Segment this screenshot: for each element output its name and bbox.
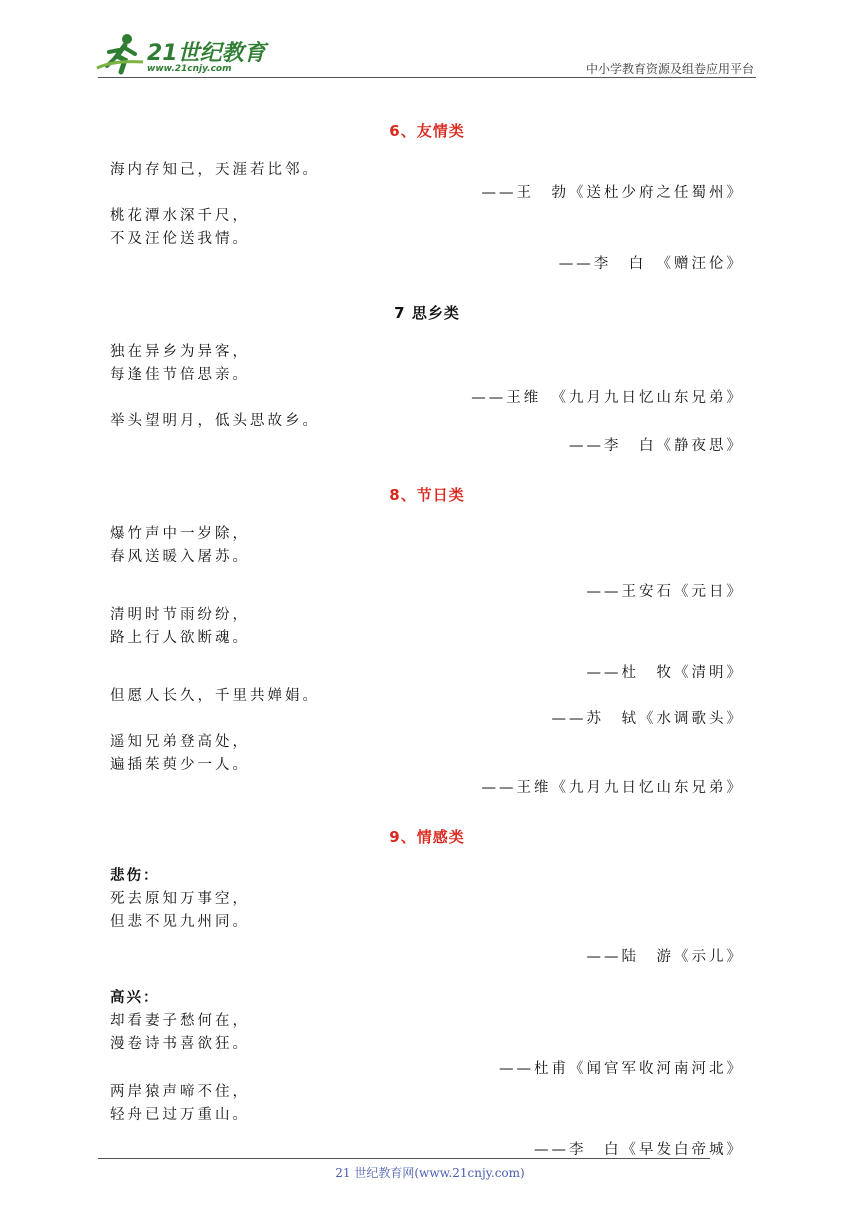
poem-line: 不及汪伦送我情。: [110, 231, 250, 247]
emotion-subsection-sad: [110, 865, 744, 969]
poem-line: 海内存知己，天涯若比邻。: [110, 162, 320, 178]
subsection-label: 高兴：: [110, 990, 160, 1006]
header-divider: [98, 77, 756, 78]
page-header: [0, 0, 860, 80]
footer-divider: [98, 1158, 710, 1159]
poem-line: 独在异乡为异客，: [110, 344, 250, 360]
poem-line: 遥知兄弟登高处，: [110, 734, 250, 750]
footer-site-link[interactable]: 21 世纪教育网(www.21cnjy.com): [335, 1166, 525, 1180]
poem-line: 路上行人欲断魂。: [110, 630, 250, 646]
poem-attribution: ——王维 《九月九日忆山东兄弟》: [471, 390, 744, 406]
poem-line: 两岸猿声啼不住，: [110, 1084, 250, 1100]
poem-line: 春风送暖入屠苏。: [110, 549, 250, 565]
poem-attribution: ——苏 轼《水调歌头》: [551, 711, 744, 727]
poem-block: [110, 731, 744, 800]
poem-attribution: ——陆 游《示儿》: [586, 949, 744, 965]
poem-attribution: ——王 勃《送杜少府之任蜀州》: [481, 185, 744, 201]
runner-icon: [95, 32, 147, 76]
poem-line: 清明时节雨纷纷，: [110, 607, 250, 623]
poem-block: [110, 685, 744, 731]
poem-block: [110, 159, 744, 205]
poem-line: 爆竹声中一岁除，: [110, 526, 250, 542]
poem-line: 举头望明月，低头思故乡。: [110, 413, 320, 429]
poem-line: 死去原知万事空，: [110, 891, 250, 907]
section-title-festival: 8、节日类: [389, 486, 465, 504]
logo-text: 21世纪教育: [147, 41, 266, 66]
poem-attribution: ——王维《九月九日忆山东兄弟》: [481, 780, 744, 796]
emotion-subsection-happy: [110, 987, 744, 1162]
poem-line: 遍插茱萸少一人。: [110, 757, 250, 773]
poem-block: [110, 523, 744, 604]
poem-attribution: ——王安石《元日》: [586, 584, 744, 600]
logo-url: www.21cnjy.com: [147, 64, 232, 74]
poem-attribution: ——杜甫《闻官军收河南河北》: [499, 1061, 744, 1077]
poem-attribution: ——李 白 《赠汪伦》: [558, 256, 744, 272]
section-title-homesick: 7 思乡类: [394, 304, 460, 322]
site-logo[interactable]: [95, 32, 265, 78]
poem-block: [110, 205, 744, 276]
poem-line: 但愿人长久，千里共婵娟。: [110, 688, 320, 704]
poem-line: 桃花潭水深千尺，: [110, 208, 250, 224]
section-title-friendship: 6、友情类: [389, 122, 465, 140]
header-platform-name: 中小学教育资源及组卷应用平台: [585, 62, 754, 76]
poem-attribution: ——李 白《静夜思》: [569, 438, 744, 454]
section-title-emotion: 9、情感类: [389, 828, 465, 846]
poem-line: 轻舟已过万重山。: [110, 1107, 250, 1123]
poem-block: [110, 341, 744, 410]
poem-line: 每逢佳节倍思亲。: [110, 367, 250, 383]
poem-line: 但悲不见九州同。: [110, 914, 250, 930]
poem-block: [110, 410, 744, 458]
poem-block: [110, 604, 744, 685]
subsection-label: 悲伤：: [110, 868, 160, 884]
poem-line: 漫卷诗书喜欲狂。: [110, 1036, 250, 1052]
poem-attribution: ——李 白《早发白帝城》: [534, 1142, 744, 1158]
poem-line: 却看妻子愁何在，: [110, 1013, 250, 1029]
poem-attribution: ——杜 牧《清明》: [586, 665, 744, 681]
poem-content: [110, 112, 744, 1162]
